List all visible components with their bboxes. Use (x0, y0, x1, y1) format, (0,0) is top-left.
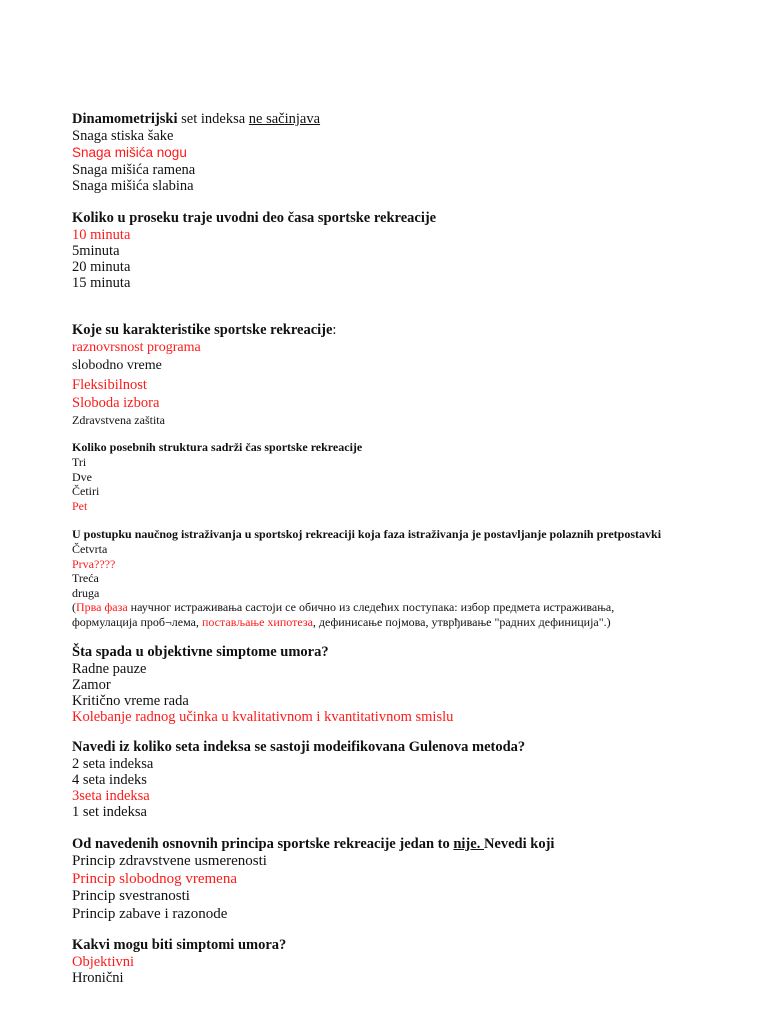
question-1 (72, 111, 732, 128)
answer-option: Snaga mišića ramena (72, 162, 196, 178)
explanation-paren: ( (72, 600, 76, 614)
question-2: Koliko u proseku traje uvodni deo časa sportske rekreacije (72, 210, 437, 226)
question-1-bold: Dinamometrijski (72, 111, 178, 127)
answer-option: Dve (72, 469, 92, 484)
answer-option: Snaga stiska šake (72, 128, 174, 144)
question-5: U postupku naučnog istraživanja u sportskoj rekreaciji koja faza istraživanja je postavljanje polaznih pretpostavki (72, 527, 662, 541)
answer-option-correct: raznovrsnost programa (72, 340, 201, 355)
explanation-text: формулација проб¬лема, (72, 615, 202, 629)
answer-option-correct: Kolebanje radnog učinka u kvalitativnom i kvantitativnom smislu (72, 709, 454, 725)
explanation-text: , дефинисање појмова, утврђивање "радних дефиниција".) (312, 615, 611, 629)
explanation-text: научног истраживања састоји се обично из следећих поступака: избор предмета истраживања, (127, 600, 615, 614)
answer-option: 20 minuta (72, 259, 131, 275)
question-6: Šta spada u objektivne simptome umora? (72, 644, 329, 660)
answer-option-correct: Pet (72, 498, 88, 513)
answer-option: Četiri (72, 484, 100, 498)
answer-option: Kritično vreme rada (72, 693, 189, 709)
answer-option: Snaga mišića slabina (72, 178, 194, 194)
answer-option-correct: Prva???? (72, 556, 116, 571)
answer-option: Treća (72, 571, 99, 585)
answer-option: Tri (72, 455, 87, 469)
question-3 (72, 322, 732, 339)
answer-option: slobodno vreme (72, 358, 162, 373)
answer-option-correct: 10 minuta (72, 227, 131, 243)
question-8-post: Nevedi koji (483, 836, 555, 852)
question-8-underlined: nije. (453, 836, 484, 852)
question-7: Navedi iz koliko seta indeksa se sastoji modeifikovana Gulenova metoda? (72, 739, 526, 755)
answer-option: Četvrta (72, 542, 108, 556)
question-1-mid: set indeksa (177, 111, 249, 127)
question-8-pre: Od navedenih osnovnih principa sportske rekreacije jedan to (72, 836, 454, 852)
explanation-highlight: Прва фаза (76, 600, 128, 614)
question-4: Koliko posebnih struktura sadrži čas sportske rekreacije (72, 440, 363, 454)
answer-option-correct: Princip slobodnog vremena (72, 870, 237, 887)
explanation-line-2 (72, 615, 732, 630)
answer-option-correct: 3seta indeksa (72, 788, 150, 804)
answer-option: Hronični (72, 970, 124, 986)
question-9: Kakvi mogu biti simptomi umora? (72, 937, 287, 953)
answer-option: 4 seta indeks (72, 772, 147, 788)
question-8 (72, 836, 732, 853)
question-3-suffix: : (332, 322, 337, 338)
answer-option-correct: Snaga mišića nogu (72, 145, 187, 160)
answer-option: Zamor (72, 677, 111, 693)
answer-option: Radne pauze (72, 661, 147, 677)
answer-option-correct: Sloboda izbora (72, 395, 160, 411)
answer-option: 1 set indeksa (72, 804, 147, 820)
answer-option: Princip svestranosti (72, 888, 190, 904)
explanation-highlight: постављање хипотеза (201, 615, 313, 629)
explanation-note (72, 600, 732, 630)
question-1-underlined: ne sačinjava (248, 111, 321, 127)
answer-option: Princip zdravstvene usmerenosti (72, 853, 267, 869)
answer-option: 2 seta indeksa (72, 756, 154, 772)
answer-option: 15 minuta (72, 275, 131, 291)
answer-option: Zdravstvena zaštita (72, 413, 165, 427)
question-3-text: Koje su karakteristike sportske rekreacije (72, 322, 333, 338)
explanation-line-1 (72, 600, 732, 615)
answer-option: Princip zabave i razonode (72, 905, 228, 922)
answer-option-correct: Fleksibilnost (72, 377, 147, 393)
document-body (72, 111, 732, 986)
answer-option: 5minuta (72, 243, 120, 259)
answer-option: druga (72, 585, 100, 600)
answer-option-correct: Objektivni (72, 954, 135, 970)
